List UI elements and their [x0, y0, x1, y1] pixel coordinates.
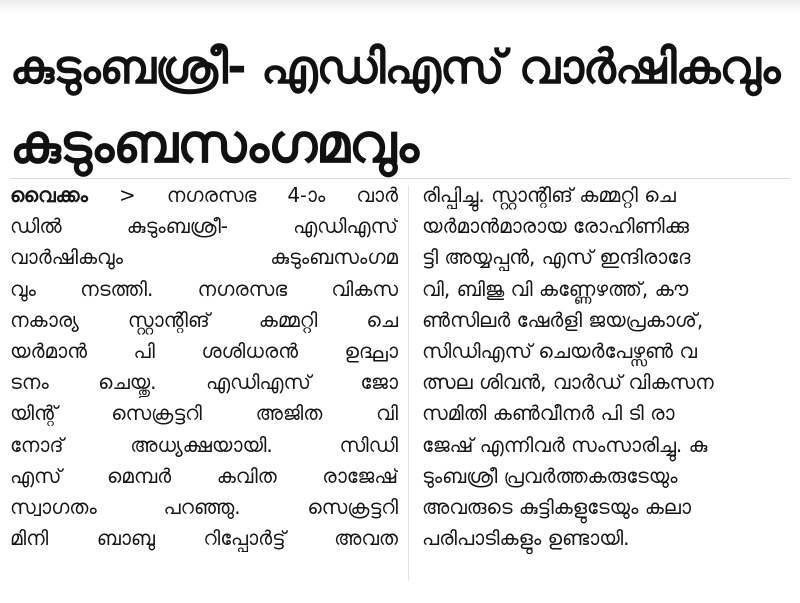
- column-line: ടനം ചെയ്തു. എഡിഎസ് ജോ: [10, 370, 398, 395]
- column-line: [10, 180, 398, 211]
- previous-article-strip: [0, 0, 800, 14]
- column-line: ഡിൽ കുടുംബശ്രീ- എഡിഎസ്: [10, 214, 398, 239]
- column-line: വി, ബിജു വി കണ്ണേഴത്ത്, കൗ: [422, 276, 689, 301]
- column-divider: [408, 186, 409, 581]
- column-line: വാർഷികവും കുടുംബസംഗമ: [10, 245, 398, 270]
- column-line: അവരുടെ കുട്ടികളുടേയും കലാ: [422, 494, 691, 519]
- column-line: സമിതി കൺവീനർ പി ടി രാ: [422, 401, 675, 426]
- headline-line: കുടുംബസംഗമവും: [10, 112, 419, 175]
- headline: [10, 30, 790, 182]
- column-line: നോദ് അധ്യക്ഷയായി. സിഡി: [10, 432, 398, 457]
- column-line: എസ് മെമ്പർ കവിത രാജേഷ്: [10, 463, 398, 488]
- column-line: നകാര്യ സ്റ്റാന്റിങ് കമ്മറ്റി ചെ: [10, 307, 398, 332]
- column-line: ത്സല ശിവൻ, വാർഡ് വികസന: [422, 370, 714, 395]
- dateline: വൈക്കം: [10, 183, 88, 207]
- column-line: യർമാൻ പി ശശിധരൻ ഉദ്ഘാ: [10, 338, 398, 363]
- column-line: വും നടത്തി. നഗരസഭ വികസ: [10, 276, 398, 301]
- column-line-text: > നഗരസഭ 4-ാം വാർ: [118, 183, 398, 207]
- column-line: യർമാൻമാരായ രോഹിണിക്കു: [422, 214, 689, 239]
- column-line: ട്ടി അയ്യപ്പൻ, എസ് ഇന്ദിരാദേ: [422, 245, 691, 270]
- column-line: സിഡിഎസ് ചെയർപേഴ്സൺ വ: [422, 338, 697, 363]
- headline-line: കുടുംബശ്രീ- എഡിഎസ് വാർഷികവും: [10, 40, 780, 95]
- article-column-right: [422, 180, 800, 554]
- column-line: രിപ്പിച്ചു. സ്റ്റാന്റിങ് കമ്മറ്റി ചെ: [422, 183, 676, 207]
- column-line: സ്വാഗതം പറഞ്ഞു. സെക്രട്ടറി: [10, 494, 398, 519]
- headline-rule: [10, 178, 790, 179]
- column-line: ടുംബശ്രീ പ്രവർത്തകരുടേയും: [422, 463, 678, 488]
- article-column-left: [10, 180, 398, 554]
- column-line: മിനി ബാബു റിപ്പോർട്ട് അവത: [10, 526, 398, 551]
- column-line: ൺസിലർ ഷേർളി ജയപ്രകാശ്,: [422, 307, 704, 332]
- column-line: പരിപാടികളും ഉണ്ടായി.: [422, 526, 630, 551]
- column-line: ജേഷ് എന്നിവർ സംസാരിച്ചു. കു: [422, 432, 708, 457]
- column-line: യിന്റ് സെക്രട്ടറി അജിത വി: [10, 401, 398, 426]
